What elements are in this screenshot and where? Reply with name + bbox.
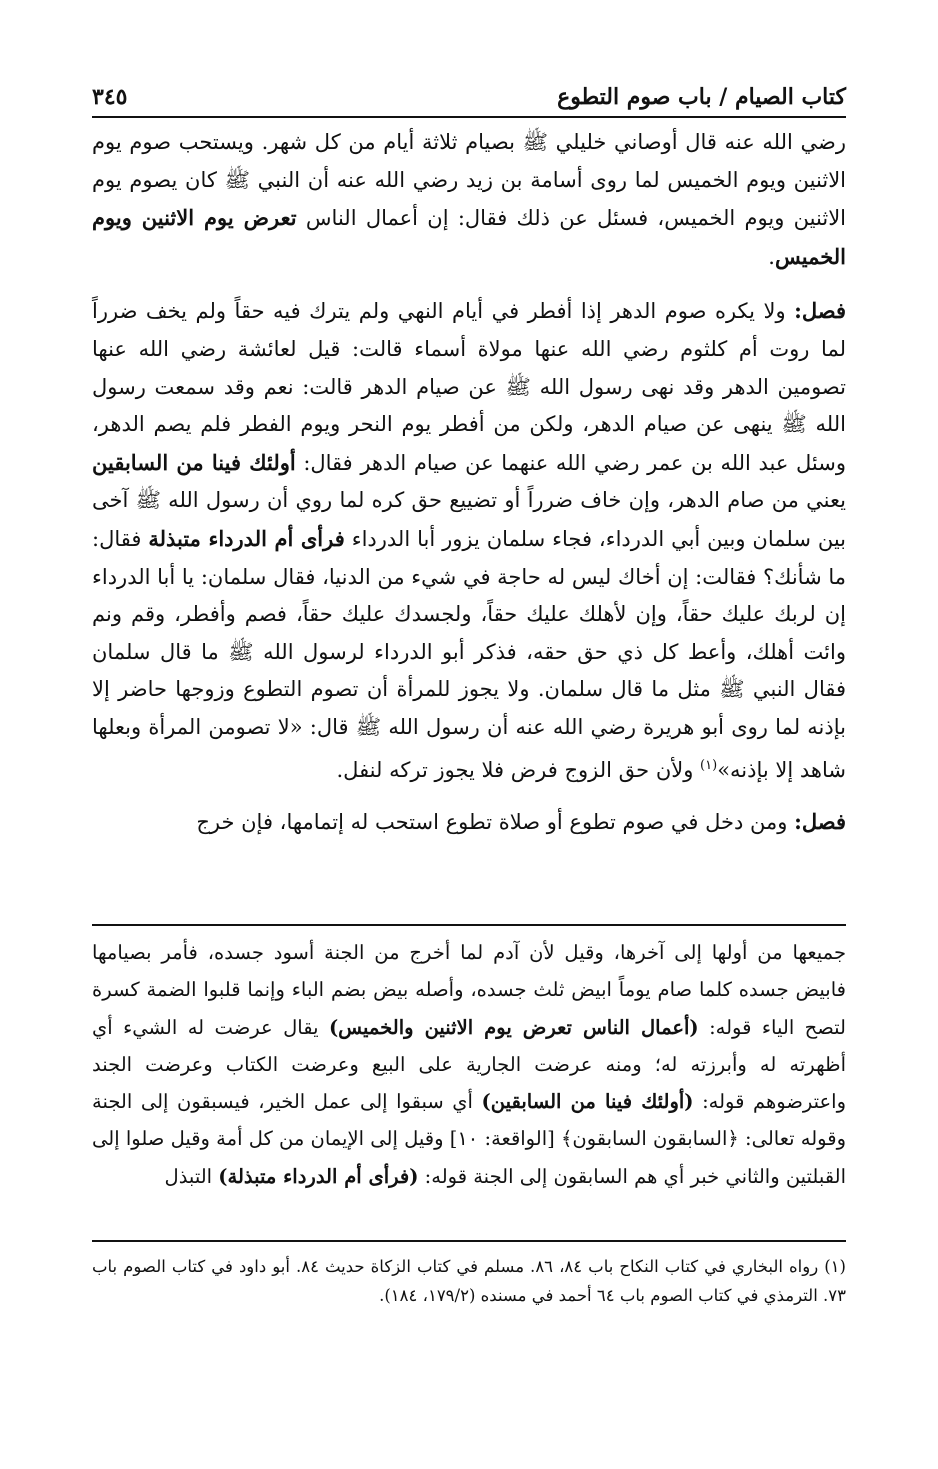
text-run: ولأن حق الزوج فرض فلا يجوز تركه لنفل.: [336, 757, 701, 782]
commentary-divider: [92, 924, 846, 926]
text-run: يعني من صام الدهر، وإن خاف ضرراً أو تضييع حق كره لما روي أن رسول الله ﷺ آخى بين سلمان وبين أبي الدرداء، فجاء سلمان يزور أبا الدرداء: [92, 488, 846, 551]
bold-phrase: تعرض يوم الاثنين ويوم الخميس: [92, 205, 846, 269]
bold-phrase: (أولئك فينا من السابقين): [481, 1090, 694, 1114]
bold-phrase: (أعمال الناس تعرض يوم الاثنين والخميس): [328, 1015, 699, 1039]
bold-phrase: فرأى أم الدرداء متبذلة: [148, 525, 345, 551]
commentary-text: [92, 934, 846, 1195]
section-label: فصل:: [794, 809, 846, 835]
text-run: جميعها من أولها إلى آخرها، وقيل لأن آدم لما أخرج من الجنة أسود جسده، فأمر بصيامها فابيض جسده كلما صام يوماً ابيض ثلث جسده، وأصله بيض بضم الباء وإنما قلبوا الضمة كسرة لتصح الياء قوله:: [92, 941, 847, 1039]
footnote-marker: (١): [700, 757, 718, 773]
section-label: فصل:: [794, 298, 846, 324]
text-run: ولا يكره صوم الدهر إذا أفطر في أيام النهي ولم يترك فيه حقاً ولم يخف ضرراً لما روت أم كلثوم رضي الله عنها مولاة أسماء قالت: قيل لعائشة رضي الله عنها تصومين الدهر وقد نهى رسول الله ﷺ عن صيام الدهر قالت: نعم وقد سمعت رسول الله ﷺ ينهى عن صيام الدهر، ولكن من أفطر يوم النحر ويوم الفطر فلم يصم الدهر، وسئل عبد الله بن عمر رضي الله عنهما عن صيام الدهر فقال:: [92, 299, 847, 475]
footnote-divider: [92, 1240, 846, 1242]
bold-phrase: أولئك فينا من السابقين: [92, 449, 296, 475]
main-text: [92, 124, 846, 842]
page-number: ٣٤٥: [92, 84, 128, 110]
text-run: يقال عرضت له الشيء أي أظهرته له وأبرزته له؛ ومنه عرضت الجارية على البيع وعرضت الكتاب وعرضت الجند واعترضوهم قوله:: [92, 1015, 846, 1114]
chapter-title: كتاب الصيام / باب صوم التطوع: [557, 84, 846, 110]
paragraph-3: [92, 803, 846, 842]
footnote-1: (١) رواه البخاري في كتاب النكاح باب ٨٤، ٨٦. مسلم في كتاب الزكاة حديث ٨٤. أبو داود في كتاب الصوم باب ٧٣. الترمذي في كتاب الصوم باب ٦٤ أحمد في مسنده (١٧٩/٢، ١٨٤).: [92, 1257, 846, 1305]
text-run: أي سبقوا إلى عمل الخير، فيسبقون إلى الجنة وقوله تعالى: ﴿السابقون السابقون﴾ [الواقعة: ١٠] وقيل إلى الإيمان من كل أمة وقيل صلوا إلى القبلتين والثاني خبر أي هم السابقون إلى الجنة قوله:: [92, 1090, 846, 1188]
text-run: فقال: ما شأنك؟ فقالت: إن أخاك ليس له حاجة في شيء من الدنيا، فقال سلمان: يا أبا الدرداء إن لربك عليك حقاً، وإن لأهلك عليك حقاً، ولجسدك عليك حقاً، فصم وأفطر، وقم ونم وائت أهلك، وأعط كل ذي حق حقه، فذكر أبو الدرداء لرسول الله ﷺ ما قال سلمان فقال النبي ﷺ مثل ما قال سلمان. ولا يجوز للمرأة أن تصوم التطوع وزوجها حاضر إلا بإذنه لما روى أبو هريرة رضي الله عنه أن رسول الله ﷺ قال: «لا تصومن المرأة وبعلها شاهد إلا بإذنه»: [92, 526, 846, 782]
commentary-paragraph: [92, 934, 846, 1195]
bold-phrase: (فرأى أم الدرداء متبذلة): [218, 1164, 419, 1188]
paragraph-1: [92, 124, 846, 276]
text-run: .: [768, 244, 775, 269]
text-run: ومن دخل في صوم تطوع أو صلاة تطوع استحب له إتمامها، فإن خرج: [196, 810, 795, 835]
paragraph-2: [92, 292, 846, 789]
text-run: التبذل: [164, 1164, 219, 1188]
running-header: [92, 70, 846, 118]
text-run: رضي الله عنه قال أوصاني خليلي ﷺ بصيام ثلاثة أيام من كل شهر. ويستحب صوم يوم الاثنين ويوم الخميس لما روى أسامة بن زيد رضي الله عنه أن النبي ﷺ كان يصوم يوم الاثنين ويوم الخميس، فسئل عن ذلك فقال: إن أعمال الناس: [92, 130, 847, 231]
footnotes: [92, 1252, 846, 1310]
